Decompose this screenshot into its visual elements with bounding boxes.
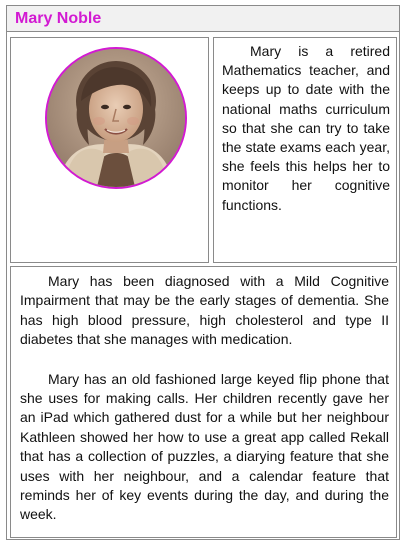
title-bar	[7, 6, 399, 32]
intro-cell	[213, 37, 397, 263]
intro-paragraph: Mary is a retired Mathematics teacher, and keeps up to date with the national maths curriculum so that she can try to take the state exams each year, she feels this helps her to monitor her cognitive functions.	[222, 43, 390, 213]
body-cell	[10, 266, 397, 538]
photo-cell	[10, 37, 209, 263]
portrait-illustration	[47, 49, 185, 187]
persona-name: Mary Noble	[15, 10, 102, 27]
paragraph-diagnosis: Mary has been diagnosed with a Mild Cognitive Impairment that may be the early stages of dementia. She has high blood pressure, high cholesterol and type II diabetes that she manages with medication.	[20, 273, 389, 348]
paragraph-technology: Mary has an old fashioned large keyed flip phone that she uses for making calls. Her children recently gave her an iPad which gathered dust for a while but her neighbour Kathleen showed her how to use a great app called Rekall that has a collection of puzzles, a diarying feature that she uses with her neighbour, and a calendar feature that reminds her of key events during the day, and during the week.	[20, 370, 389, 523]
persona-card	[6, 5, 400, 540]
portrait-photo	[45, 47, 187, 189]
